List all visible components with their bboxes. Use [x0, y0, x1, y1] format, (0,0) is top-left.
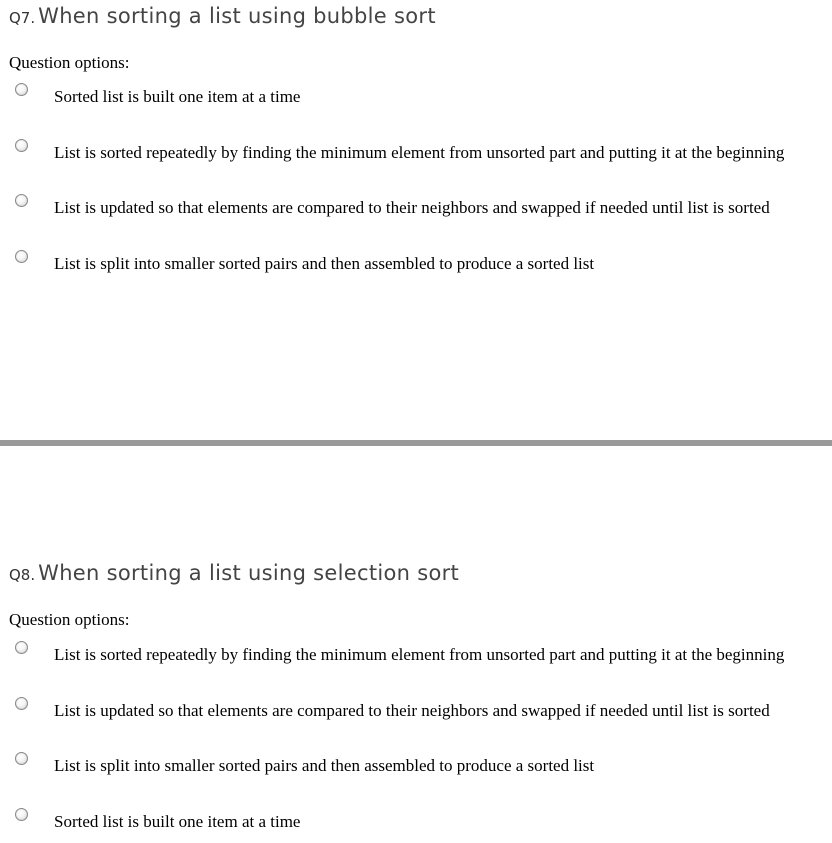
question-options-label: Question options: — [9, 53, 130, 72]
option-label[interactable]: List is updated so that elements are compared to their neighbors and swapped if needed until list is sorted — [54, 701, 770, 720]
option-label[interactable]: List is split into smaller sorted pairs and then assembled to produce a sorted list — [54, 756, 595, 775]
option-row[interactable] — [0, 250, 832, 280]
question-number: Q8. — [9, 566, 36, 584]
radio-button[interactable] — [15, 752, 28, 765]
radio-button[interactable] — [15, 641, 28, 654]
question-text: When sorting a list using bubble sort — [38, 4, 436, 28]
radio-button[interactable] — [15, 83, 28, 96]
radio-button[interactable] — [15, 139, 28, 152]
option-label[interactable]: Sorted list is built one item at a time — [54, 87, 301, 106]
radio-button[interactable] — [15, 697, 28, 710]
option-label[interactable]: List is sorted repeatedly by finding the minimum element from unsorted part and putting it at the beginning — [54, 645, 785, 664]
question-text: When sorting a list using selection sort — [38, 561, 460, 585]
option-label[interactable]: List is updated so that elements are compared to their neighbors and swapped if needed until list is sorted — [54, 198, 770, 217]
option-row[interactable] — [0, 194, 832, 224]
radio-button[interactable] — [15, 250, 28, 263]
radio-button[interactable] — [15, 194, 28, 207]
question-options-label: Question options: — [9, 610, 130, 629]
option-row[interactable] — [0, 641, 832, 671]
option-row[interactable] — [0, 139, 832, 169]
question-number: Q7. — [9, 9, 36, 27]
section-divider — [0, 440, 832, 446]
option-row[interactable] — [0, 83, 832, 113]
question-title — [9, 4, 436, 28]
question-title — [9, 561, 459, 585]
option-row[interactable] — [0, 808, 832, 838]
radio-button[interactable] — [15, 808, 28, 821]
option-label[interactable]: Sorted list is built one item at a time — [54, 812, 301, 831]
option-row[interactable] — [0, 697, 832, 727]
option-row[interactable] — [0, 752, 832, 782]
option-label[interactable]: List is split into smaller sorted pairs and then assembled to produce a sorted list — [54, 254, 595, 273]
option-label[interactable]: List is sorted repeatedly by finding the minimum element from unsorted part and putting it at the beginning — [54, 143, 785, 162]
